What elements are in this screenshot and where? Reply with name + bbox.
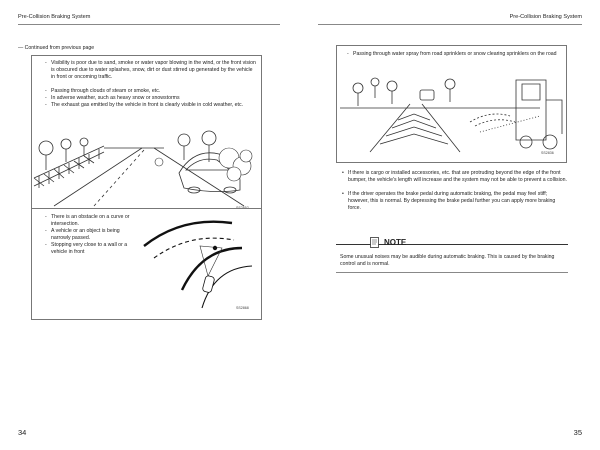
list-item: - Visibility is poor due to sand, smoke or water vapor blowing in the wind, or the front vision is obscured due to water splashes, snow, dirt or dust stirred up generated by the vehicle in front or oncoming traffic. <box>45 60 256 80</box>
right-page-header: Pre-Collision Braking System <box>509 14 582 20</box>
list-item: - A vehicle or an object is being narrowly passed. <box>45 228 120 241</box>
bullet-item: • If there is cargo or installed accessories, etc. that are protruding beyond the edge of the front bumper, the vehicle's length will increase and the system may not be able to prevent a collision. <box>342 170 567 183</box>
list-item: - There is an obstacle on a curve or intersection. <box>45 214 130 227</box>
continued-label: — Continued from previous page <box>18 45 95 51</box>
left-header-rule <box>18 24 280 25</box>
figure-code: SS2836 <box>541 151 554 155</box>
list-item: - In adverse weather, such as heavy snow or snowstorms <box>45 94 180 101</box>
figure-code: SS2868 <box>236 306 249 310</box>
note-icon <box>370 237 379 248</box>
page-number-right: 35 <box>573 428 582 437</box>
note-title: NOTE <box>384 238 407 247</box>
right-header-rule <box>318 24 582 25</box>
list-item: - Passing through water spray from road sprinklers or snow clearing sprinklers on the road <box>347 51 557 57</box>
list-item: - Stopping very close to a wall or a vehicle in front <box>45 242 128 255</box>
list-item: - Passing through clouds of steam or smoke, etc. <box>45 87 161 94</box>
curve-illustration <box>142 218 260 313</box>
list-item: - The exhaust gas emitted by the vehicle in front is clearly visible in cold weather, etc. <box>45 101 244 108</box>
note-text: Some unusual noises may be audible during automatic braking. This is caused by the braking control and is normal. <box>340 254 555 267</box>
fog-road-illustration <box>34 118 260 208</box>
left-page-header: Pre-Collision Braking System <box>18 14 91 20</box>
bullet-item: • If the driver operates the brake pedal during automatic braking, the pedal may feel stiff; however, this is normal. By depressing the brake pedal further you can apply more braking force. <box>342 191 556 211</box>
page-number-left: 34 <box>18 428 27 437</box>
sprinkler-illustration <box>340 70 564 155</box>
note-bottom-rule <box>336 272 568 273</box>
